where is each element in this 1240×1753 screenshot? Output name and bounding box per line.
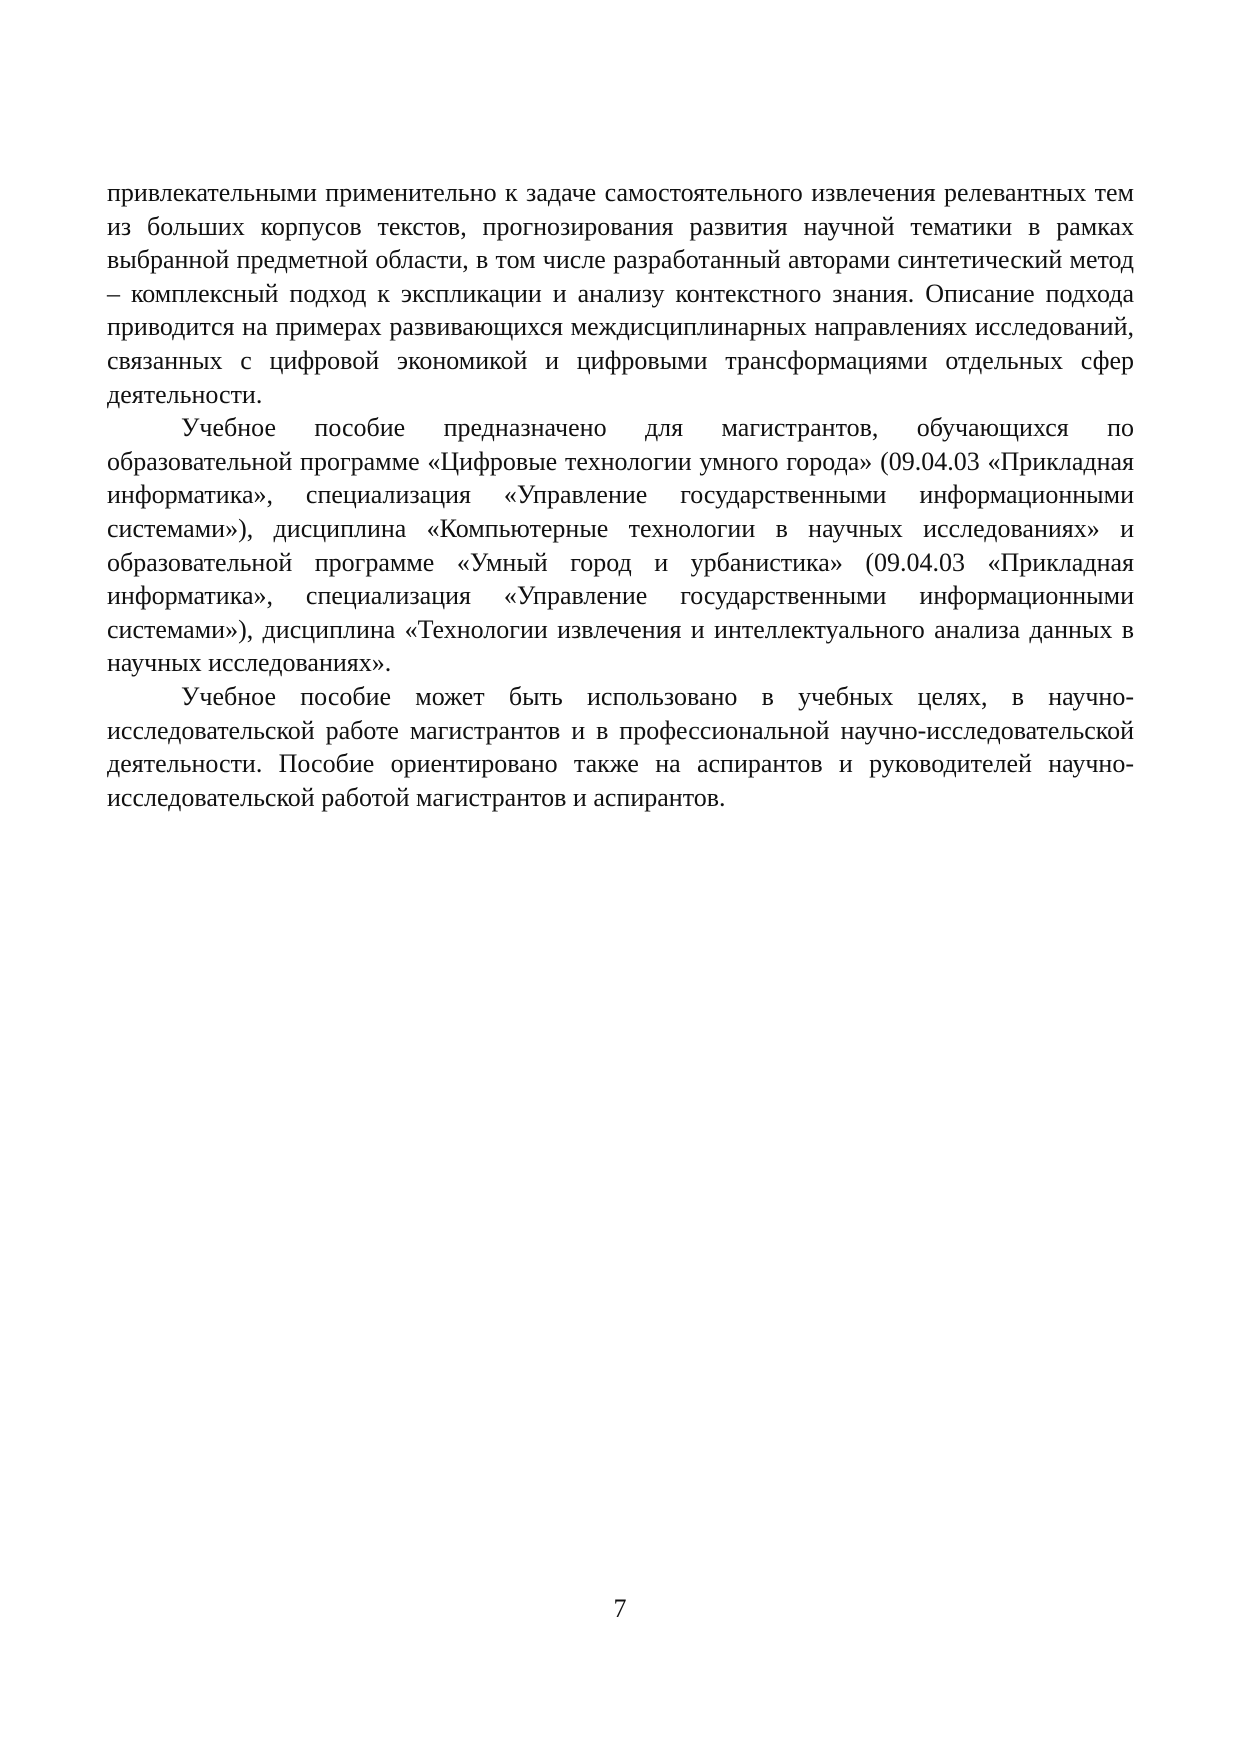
paragraph-audience: Учебное пособие предназначено для магистрантов, обучающихся по образовательной программе «Цифровые технологии умного города» (09.04.03 «Прикладная информатика», специализация «Управление государственными информационными системами»), дисциплина «Компьютерные технологии в научных исследованиях» и образовательной программе «Умный город и урбанистика» (09.04.03 «Прикладная информатика», специализация «Управление государственными информационными системами»), дисциплина «Технологии извлечения и интеллектуального анализа данных в научных исследованиях».	[107, 413, 1134, 678]
paragraph-continuation: привлекательными применительно к задаче самостоятельного извлечения релевантных тем из больших корпусов текстов, прогнозирования развития научной тематики в рамках выбранной предметной области, в том числе разработанный авторами синтетический метод – комплексный подход к экспликации и анализу контекстного знания. Описание подхода приводится на примерах развивающихся междисциплинарных направлениях исследований, связанных с цифровой экономикой и цифровыми трансформациями отдельных сфер деятельности.	[107, 178, 1134, 409]
paragraph-usage: Учебное пособие может быть использовано в учебных целях, в научно-исследовательской работе магистрантов и в профессиональной научно-исследовательской деятельности. Пособие ориентировано также на аспирантов и руководителей научно-исследовательской работой магистрантов и аспирантов.	[107, 681, 1134, 812]
body-text	[107, 176, 1134, 814]
page-number: 7	[613, 1594, 627, 1623]
